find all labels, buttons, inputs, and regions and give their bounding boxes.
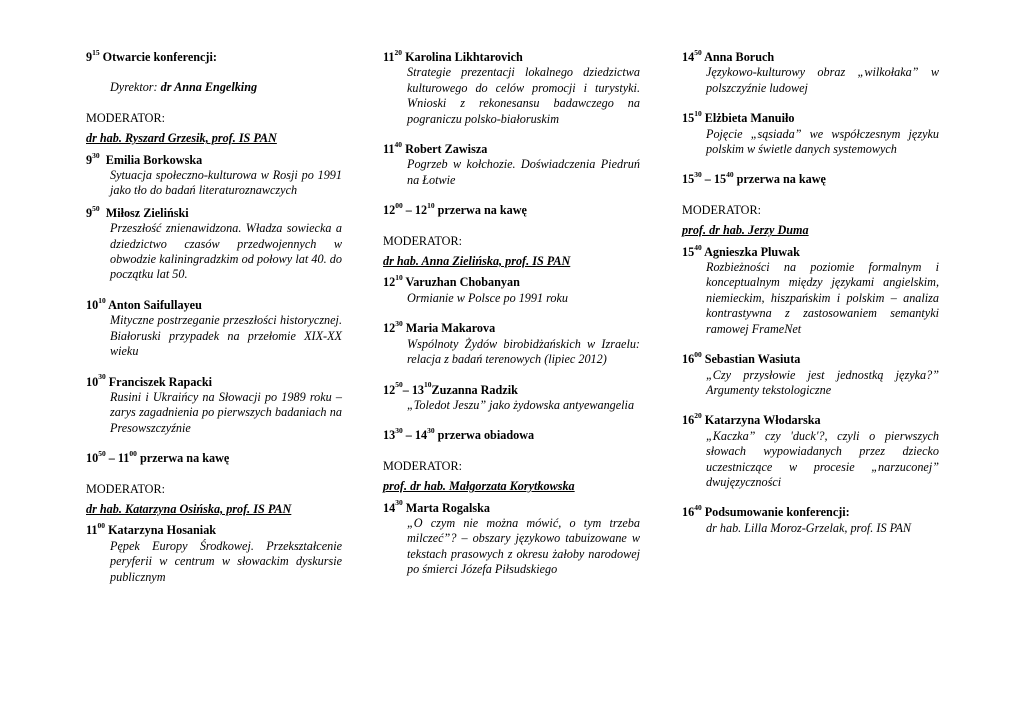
closing-title: Podsumowanie konferencji: — [704, 505, 850, 520]
talk-item: $11^{20}$ Karolina Likhtarovich Strategie prezentacji lokalnego dziedzictwa kulturowego do celów promocji i turystyki. Wnioski z rekonesansu badawczego na pograniczu polsko-białoruskim — [383, 47, 640, 126]
talk-title: „Kaczka” czy 'duck'?, czyli o pierwszych słowach wypowiadanych przez dziecko uczestniczące w procesie „narzuconej” dwujęzyczności — [706, 428, 939, 489]
opening-title: Otwarcie konferencji: — [102, 50, 217, 64]
coffee-break: $12^{00} - 12^{10}$ przerwa na kawę — [383, 201, 527, 218]
moderator-name: prof. dr hab. Małgorzata Korytkowska — [383, 479, 575, 494]
talk-title: Rusini i Ukraińcy na Słowacji po 1989 roku – zarys zagadnienia po pierwszych badaniach na Presowszczyźnie — [110, 389, 342, 435]
moderator-label: MODERATOR: — [86, 481, 166, 496]
talk-speaker: Miłosz Zieliński — [105, 205, 189, 220]
talk-title: Pojęcie „sąsiada” we współczesnym języku polskim w świetle danych systemowych — [706, 126, 939, 157]
talk-item: $10^{30}$ Franciszek Rapacki Rusini i Ukraińcy na Słowacji po 1989 roku – zarys zagadnienia po pierwszych badaniach na Presowszczyźnie — [86, 372, 342, 435]
talk-title: Ormianie w Polsce po 1991 roku — [407, 290, 569, 305]
talk-title: Mityczne postrzeganie przeszłości historycznej. Białoruski przypadek na przełomie XIX-XX wieku — [110, 313, 342, 359]
talk-item: $12^{30}$ Maria Makarova Wspólnoty Żydów birobidżańskich w Izraelu: relacja z badań terenowych (lipiec 2012) — [383, 319, 640, 367]
moderator-label: MODERATOR: — [383, 458, 463, 473]
talk-title: Rozbieżności na poziomie formalnym i konceptualnym między językami angielskim, niemieckim, hiszpańskim i polskim – analiza kontrastywna z zastosowaniem semantyki ramowej FrameNet — [706, 260, 939, 336]
talk-title: „Czy przysłowie jest jednostką języka?” Argumenty tekstologiczne — [706, 367, 939, 397]
talk-title: „Toledot Jeszu” jako żydowska antyewangelia — [407, 397, 635, 412]
moderator-name: dr hab. Katarzyna Osińska, prof. IS PAN — [86, 501, 292, 516]
closing-name: dr hab. Lilla Moroz-Grzelak, prof. IS PAN — [706, 520, 912, 535]
talk-speaker: Katarzyna Włodarska — [704, 413, 821, 428]
closing-item: $16^{40}$ Podsumowanie konferencji: dr hab. Lilla Moroz-Grzelak, prof. IS PAN — [682, 505, 939, 536]
moderator-name: dr hab. Anna Zielińska, prof. IS PAN — [383, 254, 571, 269]
talk-title: Strategie prezentacji lokalnego dziedzictwa kulturowego do celów promocji i turystyki. Wnioski z rekonesansu badawczego na pograniczu polsko-białoruskim — [407, 65, 640, 126]
talk-title: Językowo-kulturowy obraz „wilkołaka” w polszczyźnie ludowej — [706, 65, 939, 95]
talk-item: $16^{20}$ Katarzyna Włodarska „Kaczka” czy 'duck'?, czyli o pierwszych słowach wypowiadanych przez dziecko uczestniczące w procesie „narzuconej” dwujęzyczności — [682, 411, 939, 489]
talk-speaker: Elżbieta Manuiło — [704, 111, 795, 126]
talk-item: $11^{40}$ Robert Zawisza Pogrzeb w kołchozie. Doświadczenia Piedruń na Łotwie — [383, 139, 640, 187]
talk-item: $11^{00}$ Katarzyna Hosaniak Pępek Europy Środkowej. Przekształcenie peryferii w centrum w słowackim dyskursie publicznym — [86, 521, 342, 584]
talk-speaker: Marta Rogalska — [405, 500, 491, 515]
moderator-label: MODERATOR: — [86, 110, 166, 125]
lunch-break: $13^{30} - 14^{30}$ przerwa obiadowa — [383, 426, 535, 443]
talk-item: $15^{10}$ Elżbieta Manuiło Pojęcie „sąsiada” we współczesnym języku polskim w świetle danych systemowych — [682, 109, 939, 157]
talk-item: $14^{50}$ Anna Boruch Językowo-kulturowy obraz „wilkołaka” w polszczyźnie ludowej — [682, 47, 939, 95]
director-name: dr Anna Engelking — [160, 80, 258, 95]
moderator-name: dr hab. Ryszard Grzesik, prof. IS PAN — [86, 131, 277, 146]
moderator-name: prof. dr hab. Jerzy Duma — [682, 223, 809, 238]
program-column-3 — [682, 47, 939, 536]
talk-title: Pogrzeb w kołchozie. Doświadczenia Piedruń na Łotwie — [407, 157, 640, 187]
talk-speaker: Sebastian Wasiuta — [704, 352, 801, 367]
talk-item: $12^{50}-$ $13^{10}Zuzanna$ Radzik „Toledot Jeszu” jako żydowska antyewangelia — [383, 383, 640, 414]
talk-speaker: Katarzyna Hosaniak — [108, 523, 217, 538]
talk-item: $16^{00}$ Sebastian Wasiuta „Czy przysłowie jest jednostką języka?” Argumenty tekstologiczne — [682, 350, 939, 397]
talk-item: $9^{30}$ Emilia Borkowska Sytuacja społeczno-kulturowa w Rosji po 1991 jako tło do badań literaturoznawczych — [86, 150, 342, 198]
talk-speaker: Emilia Borkowska — [105, 152, 203, 167]
talk-speaker: Agnieszka Pluwak — [704, 244, 800, 259]
talk-speaker: Maria Makarova — [405, 321, 496, 336]
talk-item: $15^{40}$ Agnieszka Pluwak Rozbieżności na poziomie formalnym i konceptualnym między językami angielskim, niemieckim, hiszpańskim i polskim – analiza kontrastywna z zastosowaniem semantyki ramowej FrameNet — [682, 242, 939, 336]
director-line: Dyrektor: dr Anna Engelking — [110, 80, 258, 95]
moderator-label: MODERATOR: — [383, 233, 463, 248]
talk-item: $10^{10}$ Anton Saifullayeu Mityczne postrzeganie przeszłości historycznej. Białoruski przypadek na przełomie XIX-XX wieku — [86, 295, 342, 359]
program-column-1 — [86, 47, 342, 585]
coffee-break: $15^{30} - 15^{40}$ przerwa na kawę — [682, 170, 826, 187]
talk-speaker: Robert Zawisza — [405, 142, 488, 157]
talk-speaker: Anna Boruch — [704, 50, 775, 64]
coffee-break: $10^{50} - 11^{00}$ przerwa na kawę — [86, 449, 230, 466]
talk-item: $14^{30}$ Marta Rogalska „O czym nie można mówić, o tym trzeba milczeć”? – obszary językowo tabuizowane w tekstach prasowych z okresu żałoby narodowej po śmierci Józefa Piłsudskiego — [383, 498, 640, 577]
program-column-2 — [383, 47, 640, 578]
talk-item: $9^{50}$ Miłosz Zieliński Przeszłość znienawidzona. Władza sowiecka a dziedzictwo czasów przedwojennych w obwodzie kaliningradzkim od połowy lat 40. do początku lat 50. — [86, 203, 342, 282]
talk-speaker: Karolina Likhtarovich — [405, 50, 523, 64]
talk-speaker: Franciszek Rapacki — [108, 374, 212, 389]
moderator-label: MODERATOR: — [682, 202, 762, 217]
talk-title: „O czym nie można mówić, o tym trzeba milczeć”? – obszary językowo tabuizowane w tekstach prasowych z okresu żałoby narodowej po śmierci Józefa Piłsudskiego — [407, 515, 640, 577]
talk-title: Sytuacja społeczno-kulturowa w Rosji po 1991 jako tło do badań literaturoznawczych — [110, 168, 342, 198]
talk-speaker: Varuzhan Chobanyan — [405, 275, 520, 290]
talk-title: Wspólnoty Żydów birobidżańskich w Izraelu: relacja z badań terenowych (lipiec 2012) — [407, 336, 640, 367]
talk-title: Przeszłość znienawidzona. Władza sowiecka a dziedzictwo czasów przedwojennych w obwodzie kaliningradzkim od połowy lat 40. do początku lat 50. — [110, 221, 342, 282]
talk-item: $12^{10}$ Varuzhan Chobanyan Ormianie w Polsce po 1991 roku — [383, 275, 640, 306]
talk-speaker: Anton Saifullayeu — [108, 297, 202, 312]
talk-speaker: Zuzanna Radzik — [431, 382, 518, 397]
opening-heading: $9^{15}$ Otwarcie konferencji: — [86, 47, 217, 64]
talk-title: Pępek Europy Środkowej. Przekształcenie peryferii w centrum w słowackim dyskursie publicznym — [110, 538, 342, 584]
